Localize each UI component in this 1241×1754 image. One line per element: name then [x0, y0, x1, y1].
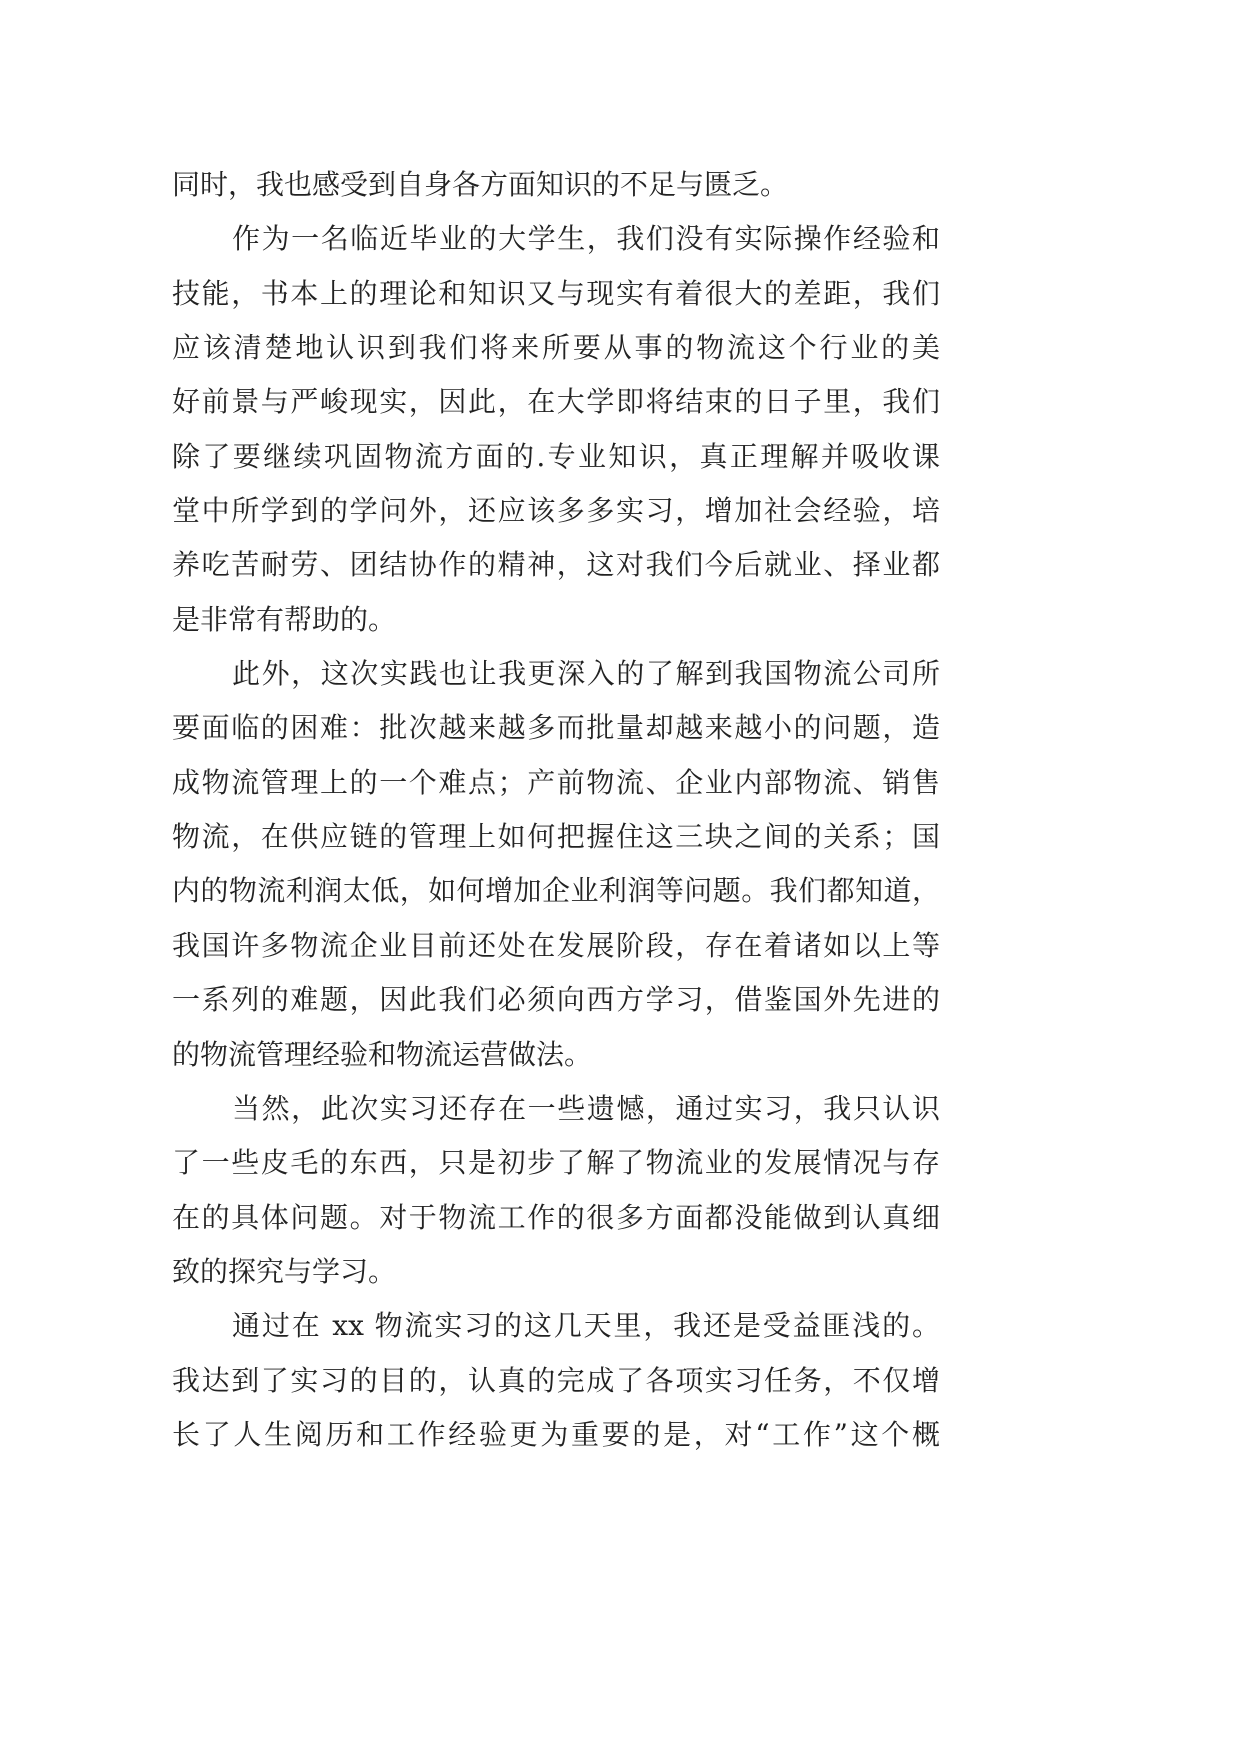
paragraph: [172, 1299, 940, 1462]
text-line: 物流，在供应链的管理上如何把握住这三块之间的关系；国: [172, 820, 940, 854]
text-line: 的物流管理经验和物流运营做法。: [172, 1037, 593, 1071]
text-line: 在的具体问题。对于物流工作的很多方面都没能做到认真细: [172, 1200, 940, 1234]
text-line: 此外，这次实践也让我更深入的了解到我国物流公司所: [232, 657, 940, 691]
text-line: 成物流管理上的一个难点；产前物流、企业内部物流、销售: [172, 765, 940, 799]
text-line: 我国许多物流企业目前还处在发展阶段，存在着诸如以上等: [172, 928, 940, 962]
text-line: 堂中所学到的学问外，还应该多多实习，增加社会经验，培: [172, 494, 940, 528]
text-line: 作为一名临近毕业的大学生，我们没有实际操作经验和: [232, 222, 940, 256]
paragraph: [172, 647, 940, 1082]
text-line: 长了人生阅历和工作经验更为重要的是，对“工作”这个概: [172, 1417, 940, 1451]
text-line: 同时，我也感受到自身各方面知识的不足与匮乏。: [172, 168, 789, 201]
text-line: 了一些皮毛的东西，只是初步了解了物流业的发展情况与存: [172, 1146, 940, 1180]
text-line: 当然，此次实习还存在一些遗憾，通过实习，我只认识: [232, 1091, 940, 1125]
text-line: 致的探究与学习。: [172, 1254, 397, 1288]
text-line: 应该清楚地认识到我们将来所要从事的物流这个行业的美: [172, 331, 940, 365]
text-line: 内的物流利润太低，如何增加企业利润等问题。我们都知道，: [172, 874, 940, 908]
text-line: 一系列的难题，因此我们必须向西方学习，借鉴国外先进的: [172, 983, 940, 1017]
text-line: 我达到了实习的目的，认真的完成了各项实习任务，不仅增: [172, 1363, 940, 1397]
text-line: 通过在 xx 物流实习的这几天里，我还是受益匪浅的。: [232, 1309, 940, 1343]
body-text: [172, 158, 940, 1462]
paragraph: [172, 212, 940, 647]
paragraph: [172, 158, 940, 212]
text-line: 是非常有帮助的。: [172, 602, 397, 636]
text-line: 养吃苦耐劳、团结协作的精神，这对我们今后就业、择业都: [172, 548, 940, 582]
text-line: 要面临的困难：批次越来越多而批量却越来越小的问题，造: [172, 711, 940, 745]
text-line: 除了要继续巩固物流方面的.专业知识，真正理解并吸收课: [172, 439, 940, 473]
paragraph: [172, 1082, 940, 1299]
text-line: 技能，书本上的理论和知识又与现实有着很大的差距，我们: [172, 276, 940, 310]
text-line: 好前景与严峻现实，因此，在大学即将结束的日子里，我们: [172, 385, 940, 419]
